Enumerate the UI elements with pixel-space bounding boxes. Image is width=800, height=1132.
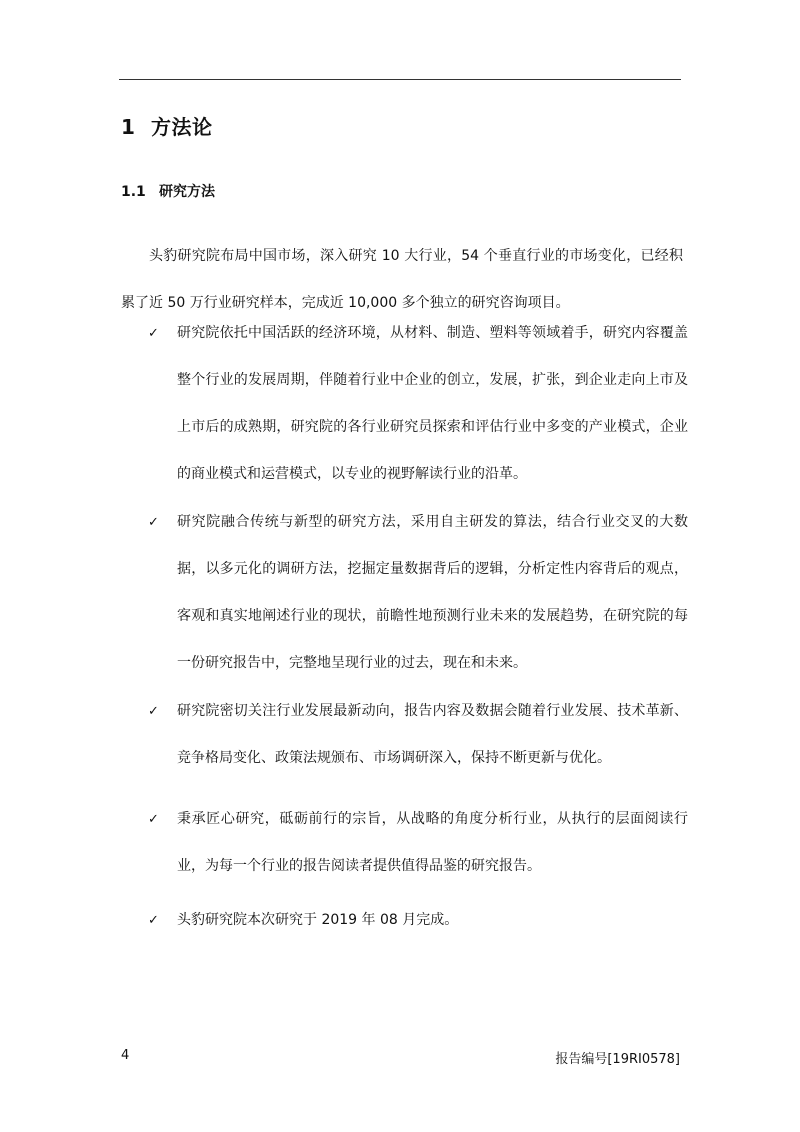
intro-paragraph: 头豹研究院布局中国市场，深入研究 10 大行业，54 个垂直行业的市场变化，已经积累了近 50 万行业研究样本，完成近 10,000 多个独立的研究咨询项目。	[121, 248, 683, 311]
bullet-item	[148, 310, 688, 498]
check-icon: ✓	[148, 326, 159, 341]
check-icon: ✓	[148, 704, 159, 719]
section-heading	[121, 111, 213, 140]
subsection-title: 研究方法	[159, 184, 215, 200]
subsection-heading	[121, 181, 215, 201]
section-title: 方法论	[151, 115, 213, 139]
check-icon: ✓	[148, 913, 159, 928]
bullet-item	[148, 688, 688, 782]
bullet-text: 研究院密切关注行业发展最新动向，报告内容及数据会随着行业发展、技术革新、竞争格局变化、政策法规颁布、市场调研深入，保持不断更新与优化。	[177, 703, 688, 766]
check-icon: ✓	[148, 812, 159, 827]
bullet-item	[148, 796, 688, 890]
page-number: 4	[121, 1048, 130, 1063]
subsection-number: 1.1	[121, 184, 146, 200]
bullet-text: 头豹研究院本次研究于 2019 年 08 月完成。	[177, 912, 459, 928]
bullet-text: 秉承匠心研究，砥砺前行的宗旨，从战略的角度分析行业，从执行的层面阅读行业，为每一个行业的报告阅读者提供值得品鉴的研究报告。	[177, 811, 688, 874]
section-number: 1	[121, 115, 136, 139]
check-icon: ✓	[148, 515, 159, 530]
bullet-item	[148, 897, 688, 944]
bullet-text: 研究院融合传统与新型的研究方法，采用自主研发的算法，结合行业交叉的大数据，以多元化的调研方法，挖掘定量数据背后的逻辑，分析定性内容背后的观点，客观和真实地阐述行业的现状，前瞻性地预测行业未来的发展趋势，在研究院的每一份研究报告中，完整地呈现行业的过去，现在和未来。	[177, 514, 688, 671]
header-rule	[119, 79, 681, 80]
bullet-text: 研究院依托中国活跃的经济环境，从材料、制造、塑料等领域着手，研究内容覆盖整个行业的发展周期，伴随着行业中企业的创立，发展，扩张，到企业走向上市及上市后的成熟期，研究院的各行业研究员探索和评估行业中多变的产业模式，企业的商业模式和运营模式，以专业的视野解读行业的沿革。	[177, 325, 688, 482]
report-id: 报告编号[19RI0578]	[555, 1052, 680, 1067]
bullet-item	[148, 499, 688, 687]
